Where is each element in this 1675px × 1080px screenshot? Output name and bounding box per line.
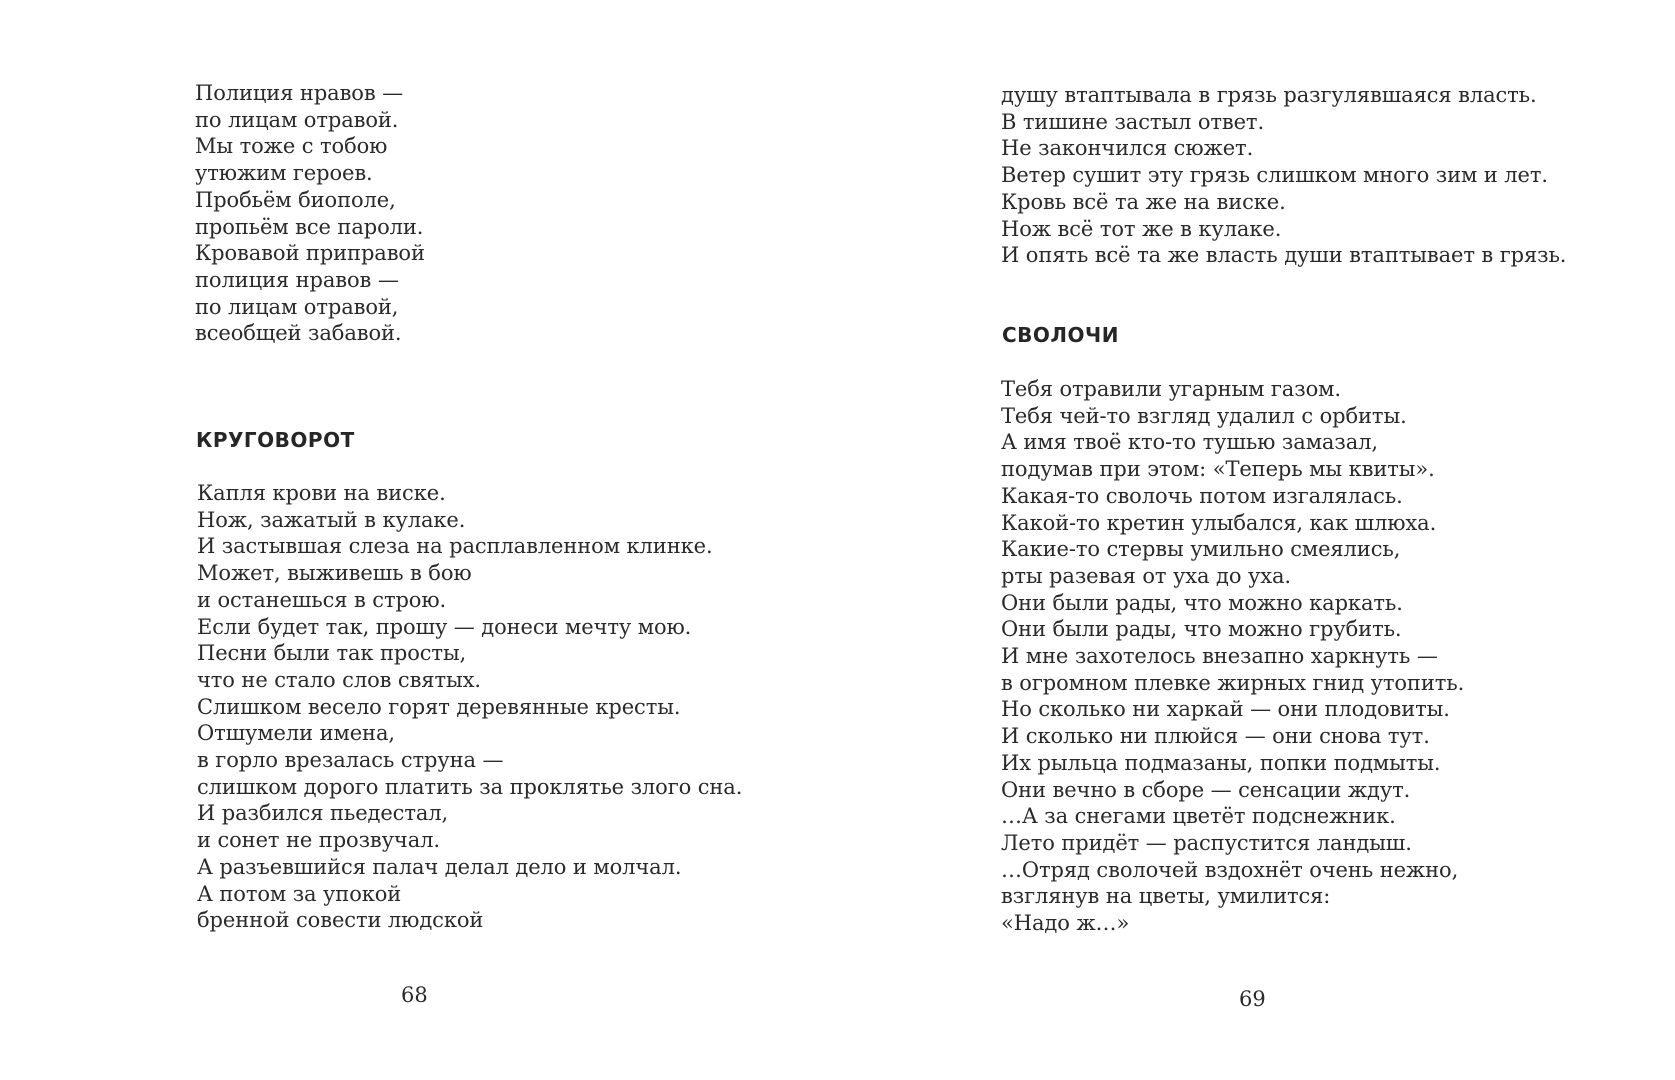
poem-line: Кровь всё та же на виске. (1001, 189, 1286, 214)
poem-title-svolochi: СВОЛОЧИ (1002, 323, 1119, 347)
poem-line: взглянув на цветы, умилится: (1001, 884, 1331, 909)
poem-line: Может, выживешь в бою (197, 561, 472, 586)
poem-svolochi (1001, 376, 1464, 937)
poem-line: И мне захотелось внезапно харкнуть — (1001, 644, 1438, 669)
poem-line: всеобщей забавой. (195, 321, 402, 346)
poem-line: А имя твоё кто-то тушью замазал, (1001, 430, 1378, 455)
poem-line: Но сколько ни харкай — они плодовиты. (1001, 697, 1450, 722)
poem-line: Ветер сушит эту грязь слишком много зим и лет. (1001, 163, 1548, 188)
page-number-right: 69 (1239, 987, 1266, 1011)
poem-line: Лето придёт — распустится ландыш. (1001, 830, 1412, 855)
poem-line: по лицам отравой, (195, 294, 399, 319)
poem-krugovorot (197, 480, 742, 934)
left-continuation-stanza (195, 80, 425, 347)
poem-line: в огромном плевке жирных гнид утопить. (1001, 670, 1465, 695)
poem-line: В тишине застыл ответ. (1001, 109, 1265, 134)
poem-line: душу втаптывала в грязь разгулявшаяся власть. (1001, 83, 1537, 107)
poem-line: бренной совести людской (197, 908, 484, 933)
poem-line: и сонет не прозвучал. (197, 828, 440, 853)
poem-line: Они были рады, что можно грубить. (1001, 617, 1402, 642)
poem-line: Пробьём биополе, (195, 187, 396, 212)
poem-line: Нож всё тот же в кулаке. (1001, 216, 1282, 241)
poem-line: И застывшая слеза на расплавленном клинке. (197, 534, 713, 559)
poem-line: А потом за упокой (197, 881, 402, 906)
poem-line: Их рыльца подмазаны, попки подмыты. (1001, 750, 1441, 775)
poem-line: …А за снегами цветёт подснежник. (1001, 804, 1396, 829)
poem-line: Кровавой приправой (195, 241, 425, 266)
poem-line: пропьём все пароли. (195, 214, 424, 239)
poem-line: полиция нравов — (195, 267, 399, 292)
poem-line: что не стало слов святых. (197, 667, 481, 692)
poem-line: слишком дорого платить за проклятье злого сна. (197, 774, 743, 799)
poem-line: Капля крови на виске. (197, 481, 446, 505)
poem-line: И опять всё та же власть души втаптывает в грязь. (1001, 243, 1567, 268)
poem-line: Они вечно в сборе — сенсации ждут. (1001, 777, 1411, 802)
poem-line: Какая-то сволочь потом изгалялась. (1001, 483, 1403, 508)
poem-line: Если будет так, прошу — донеси мечту мою. (197, 614, 692, 639)
poem-line: рты разевая от уха до уха. (1001, 563, 1291, 588)
poem-line: Тебя чей-то взгляд удалил с орбиты. (1001, 403, 1407, 428)
poem-line: утюжим героев. (195, 161, 373, 186)
poem-line: И сколько ни плюйся — они снова тут. (1001, 724, 1430, 749)
poem-line: А разъевшийся палач делал дело и молчал. (197, 854, 682, 879)
left-page (0, 0, 837, 1080)
poem-line: Нож, зажатый в кулаке. (197, 507, 466, 532)
poem-line: Полиция нравов — (195, 81, 404, 105)
poem-line: И разбился пьедестал, (197, 801, 449, 826)
poem-line: Тебя отравили угарным газом. (1001, 377, 1341, 401)
poem-line: «Надо ж…» (1001, 911, 1130, 936)
poem-line: Слишком весело горят деревянные кресты. (197, 694, 681, 719)
page-number-left: 68 (401, 983, 428, 1007)
poem-line: в горло врезалась струна — (197, 748, 504, 773)
poem-line: по лицам отравой. (195, 107, 399, 132)
poem-line: Они были рады, что можно каркать. (1001, 590, 1403, 615)
poem-line: Не закончился сюжет. (1001, 136, 1254, 161)
poem-line: подумав при этом: «Теперь мы квиты». (1001, 457, 1435, 482)
poem-line: и останешься в строю. (197, 587, 447, 612)
poem-line: Какие-то стервы умильно смеялись, (1001, 537, 1401, 562)
poem-line: Песни были так просты, (197, 641, 467, 666)
poem-line: Отшумели имена, (197, 721, 395, 746)
poem-line: Мы тоже с тобою (195, 134, 388, 159)
poem-title-krugovorot: КРУГОВОРОТ (196, 428, 355, 452)
right-continuation-stanza (1001, 82, 1566, 269)
right-page (837, 0, 1675, 1080)
poem-line: Какой-то кретин улыбался, как шлюха. (1001, 510, 1437, 535)
poem-line: …Отряд сволочей вздохнёт очень нежно, (1001, 857, 1459, 882)
